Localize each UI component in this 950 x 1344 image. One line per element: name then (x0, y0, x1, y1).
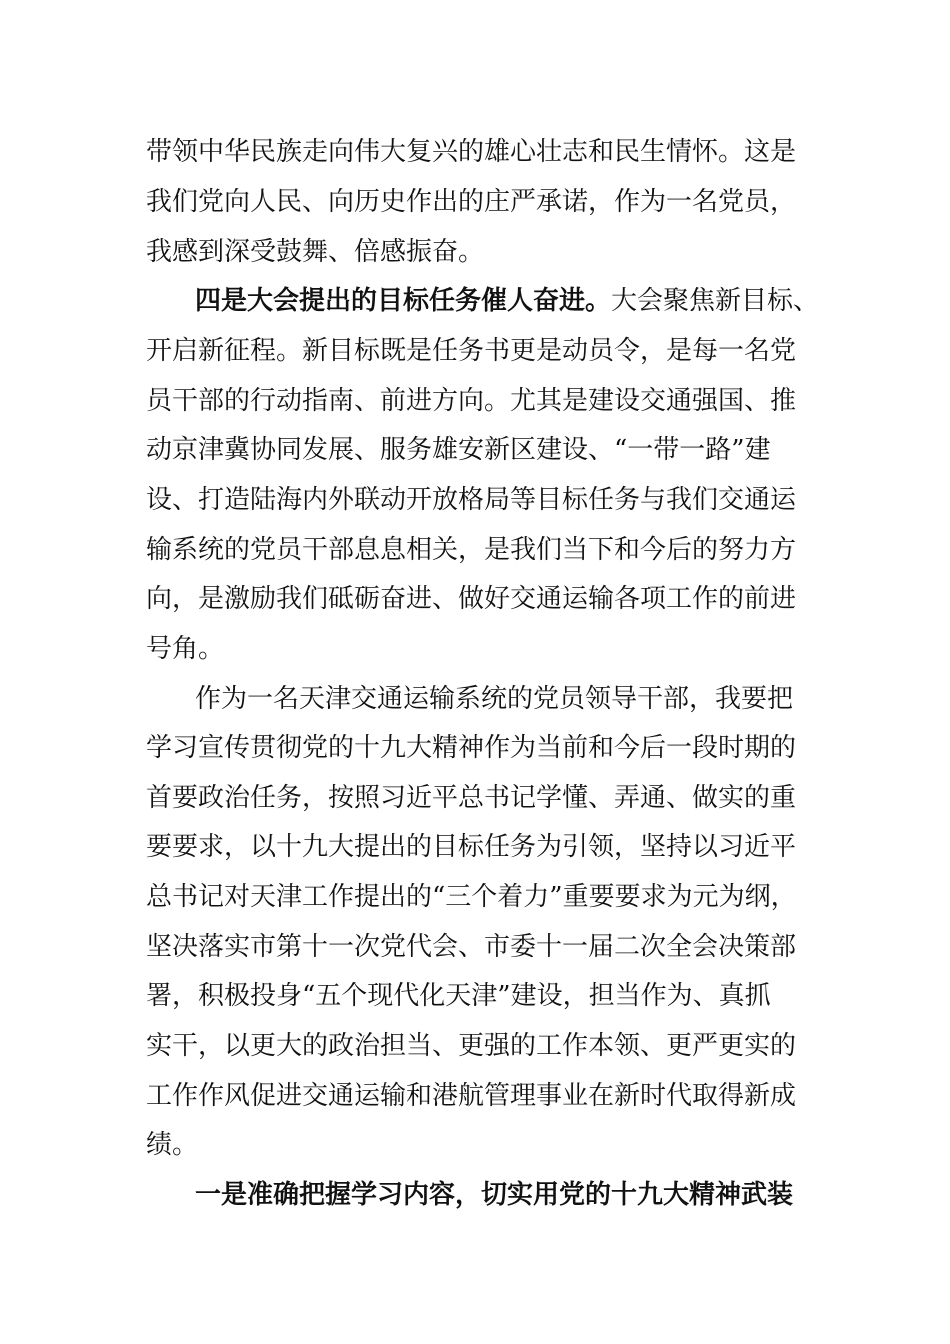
text-line (0, 177, 950, 227)
text-line (0, 376, 950, 426)
text-line (0, 1071, 950, 1121)
line-text: 员干部的行动指南、前进方向。尤其是建设交通强国、推 (146, 386, 797, 416)
line-text: 动京津冀协同发展、服务雄安新区建设、“一带一路”建 (146, 435, 771, 465)
line-text: 实干，以更大的政治担当、更强的工作本领、更严更实的 (146, 1031, 797, 1061)
line-text: 学习宣传贯彻党的十九大精神作为当前和今后一段时期的 (146, 733, 797, 763)
text-line (0, 574, 950, 624)
line-text: 带领中华民族走向伟大复兴的雄心壮志和民生情怀。这是 (146, 137, 797, 167)
line-text: 要要求，以十九大提出的目标任务为引领，坚持以习近平 (146, 832, 797, 862)
paragraph-heading: 一是准确把握学习内容，切实用党的十九大精神武装 (195, 1180, 794, 1210)
text-line (0, 1170, 950, 1220)
paragraph-heading: 四是大会提出的目标任务催人奋进。 (195, 286, 612, 316)
text-line (0, 326, 950, 376)
line-text: 我们党向人民、向历史作出的庄严承诺，作为一名党员， (146, 187, 797, 217)
text-line (0, 227, 950, 277)
line-text: 工作作风促进交通运输和港航管理事业在新时代取得新成 (146, 1081, 797, 1111)
text-line (0, 127, 950, 177)
text-line (0, 1021, 950, 1071)
line-text: 作为一名天津交通运输系统的党员领导干部，我要把 (195, 684, 794, 714)
text-line (0, 922, 950, 972)
line-text: 总书记对天津工作提出的“三个着力”重要要求为元为纲， (146, 882, 797, 912)
text-line (0, 276, 950, 326)
line-text: 设、打造陆海内外联动开放格局等目标任务与我们交通运 (146, 485, 797, 515)
text-line (0, 872, 950, 922)
line-text: 大会聚焦新目标、 (611, 286, 820, 316)
text-line (0, 773, 950, 823)
text-line (0, 674, 950, 724)
line-text: 绩。 (146, 1130, 199, 1160)
line-text: 署，积极投身“五个现代化天津”建设，担当作为、真抓 (146, 981, 771, 1011)
text-line (0, 723, 950, 773)
text-line (0, 425, 950, 475)
line-text: 向，是激励我们砥砺奋进、做好交通运输各项工作的前进 (146, 584, 797, 614)
line-text: 我感到深受鼓舞、倍感振奋。 (146, 237, 485, 267)
line-text: 坚决落实市第十一次党代会、市委十一届二次全会决策部 (146, 932, 797, 962)
text-line (0, 1120, 950, 1170)
line-text: 首要政治任务，按照习近平总书记学懂、弄通、做实的重 (146, 783, 797, 813)
text-line (0, 624, 950, 674)
line-text: 号角。 (146, 634, 225, 664)
text-line (0, 822, 950, 872)
text-line (0, 525, 950, 575)
line-text: 输系统的党员干部息息相关，是我们当下和今后的努力方 (146, 535, 797, 565)
text-line (0, 971, 950, 1021)
text-line (0, 475, 950, 525)
line-text: 开启新征程。新目标既是任务书更是动员令，是每一名党 (146, 336, 797, 366)
